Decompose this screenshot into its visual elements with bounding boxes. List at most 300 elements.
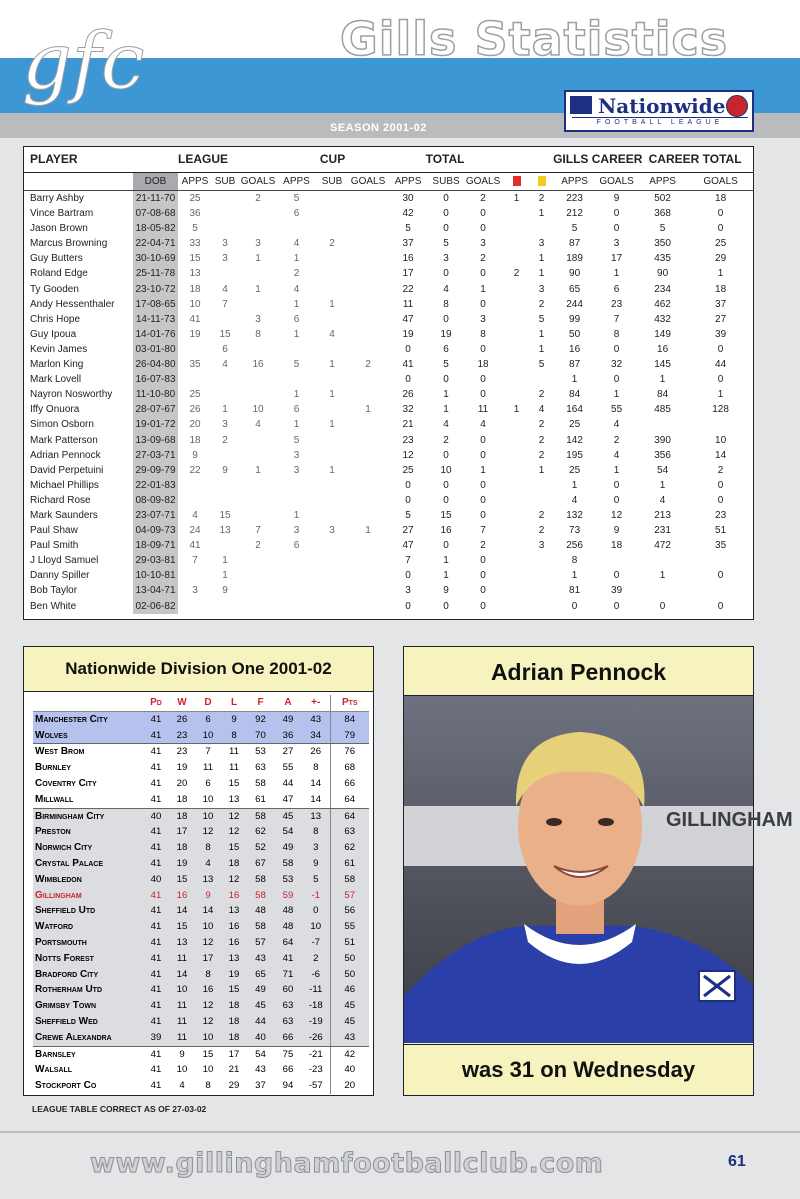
stat-cell: 0 <box>405 343 411 355</box>
team-name: Wimbledon <box>33 872 143 888</box>
league-cell: 50 <box>330 967 369 983</box>
stat-cell: 1 <box>222 570 228 582</box>
stat-cell <box>238 599 278 614</box>
stat-cell: 2 <box>538 193 545 204</box>
sub-header: GOALS <box>238 173 278 191</box>
stat-cell <box>315 538 349 553</box>
league-cell: 8 <box>221 728 247 744</box>
team-name: Crystal Palace <box>33 856 143 872</box>
stat-cell: 20 <box>189 419 201 431</box>
stat-cell: 4 <box>443 283 449 295</box>
league-cell: 19 <box>221 967 247 983</box>
player-stats-row <box>24 221 753 236</box>
league-cell: 8 <box>205 1080 211 1092</box>
stat-cell: 350 <box>654 238 671 250</box>
stat-cell: 0 <box>480 600 486 612</box>
stat-cell: 1 <box>329 389 335 401</box>
stat-cell: 84 <box>657 389 669 401</box>
stat-cell: 7 <box>613 313 620 325</box>
stat-cell: 1 <box>571 479 578 491</box>
league-cell: 43 <box>302 711 330 727</box>
league-cell: 41 <box>150 1064 162 1076</box>
league-cell: 18 <box>221 998 247 1014</box>
stat-cell: 0 <box>480 570 486 582</box>
player-dob: 03-01-80 <box>133 342 178 357</box>
player-stats-row <box>24 583 753 598</box>
stat-cell <box>278 583 315 598</box>
stat-cell: 195 <box>566 449 583 461</box>
stat-cell: 30 <box>402 193 414 204</box>
stat-cell: 50 <box>569 328 581 340</box>
league-cell: 40 <box>143 872 169 888</box>
stat-cell: 0 <box>480 208 486 220</box>
page-title: Gills Statistics <box>340 12 729 66</box>
stat-cell: 0 <box>405 570 411 582</box>
stat-cell: 10 <box>715 434 727 446</box>
nationwide-flag-icon <box>570 96 592 114</box>
league-table-row <box>33 935 369 951</box>
stat-cell: 1 <box>659 570 666 582</box>
stat-cell <box>315 478 349 493</box>
stat-cell: 432 <box>654 313 671 325</box>
stat-cell: 4 <box>443 419 449 431</box>
stat-cell: 7 <box>480 525 486 537</box>
player-stats-row <box>24 538 753 553</box>
league-cell: 23 <box>169 728 195 744</box>
league-col-header: Pd <box>143 695 169 711</box>
league-cell: 84 <box>330 711 369 727</box>
league-cell: 34 <box>302 728 330 744</box>
stat-cell: 213 <box>654 509 671 521</box>
league-cell: 45 <box>330 1014 369 1030</box>
player-stats-row <box>24 342 753 357</box>
player-stats-row <box>24 236 753 251</box>
stat-cell: 3 <box>538 540 545 552</box>
league-col-header: A <box>274 695 302 711</box>
stat-cell <box>503 417 530 432</box>
stat-cell <box>349 191 387 207</box>
team-name: Burnley <box>35 762 72 774</box>
stat-cell <box>212 493 238 508</box>
stat-cell <box>503 206 530 221</box>
stat-cell: 2 <box>538 298 545 310</box>
team-name: Crewe Alexandra <box>33 1030 143 1046</box>
league-cell: 41 <box>143 982 169 998</box>
stat-cell <box>503 312 530 327</box>
player-dob: 19-01-72 <box>133 417 178 432</box>
stat-cell: 37 <box>402 238 414 250</box>
stat-cell: 0 <box>480 374 486 386</box>
player-name: Andy Hessenthaler <box>30 298 115 310</box>
player-stats-row <box>24 251 753 266</box>
league-cell: 4 <box>195 856 221 872</box>
league-cell: 67 <box>247 856 274 872</box>
stat-cell: 1 <box>538 208 545 220</box>
stat-cell: 2 <box>538 419 545 431</box>
stat-cell: 1 <box>255 283 261 295</box>
league-cell: 40 <box>330 1062 369 1078</box>
league-cell: -6 <box>302 967 330 983</box>
league-cell: 19 <box>176 762 188 774</box>
stat-cell: 54 <box>657 464 669 476</box>
stat-cell: 1 <box>329 359 335 371</box>
league-cell: -19 <box>302 1014 330 1030</box>
stat-cell: 10 <box>252 404 264 416</box>
player-dob: 30-10-69 <box>133 251 178 266</box>
league-cell: 10 <box>169 982 195 998</box>
league-cell: 58 <box>274 856 302 872</box>
stat-cell: 19 <box>440 328 452 340</box>
stat-cell: 27 <box>715 313 727 325</box>
stat-cell: 3 <box>538 283 545 295</box>
league-cell: 65 <box>247 967 274 983</box>
stat-cell: 3 <box>192 585 198 597</box>
team-name: Grimsby Town <box>33 998 143 1014</box>
stat-cell <box>178 599 212 614</box>
stat-cell: 51 <box>715 525 727 537</box>
league-table-row <box>33 919 369 935</box>
league-cell: 12 <box>195 998 221 1014</box>
stat-cell <box>503 523 530 538</box>
player-name: Guy Ipoua <box>30 328 77 340</box>
stat-cell <box>349 312 387 327</box>
league-cell: -11 <box>302 982 330 998</box>
stat-cell: 9 <box>192 449 198 461</box>
league-cell: 52 <box>247 840 274 856</box>
stat-cell: 0 <box>480 298 486 310</box>
league-cell: 63 <box>274 998 302 1014</box>
stat-cell: 145 <box>654 359 671 371</box>
stat-cell: 1 <box>480 464 486 476</box>
stat-cell: 5 <box>659 223 666 235</box>
league-cell: 26 <box>169 711 195 727</box>
stat-cell: 39 <box>611 585 623 597</box>
stat-cell: 41 <box>402 359 414 371</box>
league-cell: 2 <box>302 951 330 967</box>
stat-cell: 1 <box>613 464 620 476</box>
league-table-row <box>33 824 369 840</box>
stat-cell <box>349 448 387 463</box>
league-cell: 11 <box>169 998 195 1014</box>
stat-cell: 22 <box>189 464 201 476</box>
stat-cell: 4 <box>659 494 666 506</box>
stat-cell: 0 <box>443 193 449 204</box>
stat-cell: 8 <box>443 298 449 310</box>
league-table-row <box>33 903 369 919</box>
stat-cell: 6 <box>293 540 300 552</box>
league-cell: 15 <box>169 919 195 935</box>
stat-cell: 0 <box>717 570 724 582</box>
league-cell: 66 <box>282 1064 294 1076</box>
league-table-row <box>33 728 369 744</box>
stat-cell: 2 <box>538 434 545 446</box>
league-cell: 29 <box>228 1080 240 1092</box>
team-name: Sheffield Wed <box>33 1014 143 1030</box>
league-cell: 43 <box>255 1064 266 1076</box>
stat-cell: 8 <box>613 328 620 340</box>
player-dob: 14-01-76 <box>133 327 178 342</box>
sub-header: APPS <box>387 173 429 191</box>
stat-cell <box>349 372 387 387</box>
player-dob: 25-11-78 <box>133 266 178 281</box>
player-stats-row <box>24 417 753 432</box>
stat-cell: 81 <box>569 585 581 597</box>
player-stats-row <box>24 523 753 538</box>
team-name: Barnsley <box>35 1048 76 1060</box>
league-cell: 53 <box>274 872 302 888</box>
stat-cell: 5 <box>538 313 545 325</box>
league-cell: 48 <box>247 903 274 919</box>
league-cell: 79 <box>330 728 369 744</box>
stat-cell <box>349 297 387 312</box>
league-table-row <box>33 967 369 983</box>
stat-cell: 35 <box>189 359 201 371</box>
stat-cell: 472 <box>654 540 671 552</box>
stat-cell <box>212 206 238 221</box>
stat-cell: 1 <box>329 298 335 310</box>
league-cell: 51 <box>330 935 369 951</box>
league-cell: 12 <box>221 824 247 840</box>
stat-cell: 5 <box>293 359 300 371</box>
league-cell: 10 <box>202 1064 214 1076</box>
team-name: Notts Forest <box>33 951 143 967</box>
stat-cell: 27 <box>402 525 414 537</box>
stat-cell: 5 <box>192 223 198 235</box>
stat-cell: 15 <box>440 509 452 521</box>
player-dob: 26-04-80 <box>133 357 178 372</box>
player-name: Michael Phillips <box>30 479 99 491</box>
league-cell: 10 <box>195 919 221 935</box>
league-cell: 18 <box>169 840 195 856</box>
league-cell: 15 <box>221 840 247 856</box>
player-dob: 02-06-82 <box>133 599 178 614</box>
stat-cell <box>530 599 553 614</box>
league-cell: -57 <box>308 1080 323 1092</box>
league-cell: 68 <box>330 760 369 776</box>
player-stats-row <box>24 599 753 614</box>
stat-cell <box>530 221 553 236</box>
player-name: Mark Lovell <box>30 374 82 386</box>
stat-cell: 25 <box>569 464 581 476</box>
stat-cell <box>178 342 212 357</box>
league-cell: -26 <box>302 1030 330 1046</box>
player-stats-row <box>24 478 753 493</box>
league-table-row <box>33 951 369 967</box>
stat-cell: 0 <box>405 600 411 612</box>
stat-cell <box>349 583 387 598</box>
stat-cell: 10 <box>440 464 452 476</box>
stat-cell: 25 <box>402 464 414 476</box>
stat-cell: 1 <box>480 283 486 295</box>
stat-cell <box>530 493 553 508</box>
stat-cell <box>212 448 238 463</box>
stat-cell: 4 <box>293 238 300 250</box>
stat-cell: 0 <box>480 434 486 446</box>
stat-cell: 25 <box>569 419 581 431</box>
stat-cell: 0 <box>405 494 411 506</box>
season-label: SEASON 2001-02 <box>330 122 427 134</box>
stat-cell <box>349 553 387 568</box>
stat-cell <box>349 433 387 448</box>
stat-cell: 11 <box>402 298 414 310</box>
stat-cell: 3 <box>293 525 300 537</box>
stat-cell: 39 <box>715 328 727 340</box>
sub-header: GOALS <box>349 173 387 191</box>
sub-header: APPS <box>178 173 212 191</box>
stat-cell: 2 <box>538 509 545 521</box>
league-cell: 41 <box>150 762 162 774</box>
stat-cell: 0 <box>443 268 449 280</box>
stat-cell <box>503 568 530 583</box>
stat-cell: 6 <box>613 283 620 295</box>
league-cell: 41 <box>143 951 169 967</box>
league-cell: 61 <box>330 856 369 872</box>
league-cell: 10 <box>176 1064 188 1076</box>
league-cell: 13 <box>169 935 195 951</box>
league-cell: 50 <box>330 951 369 967</box>
player-dob: 08-09-82 <box>133 493 178 508</box>
stat-cell: 3 <box>480 238 486 250</box>
stat-cell <box>349 206 387 221</box>
stat-cell: 1 <box>293 509 300 521</box>
stat-cell: 0 <box>480 268 486 280</box>
league-cell: 11 <box>169 1030 195 1046</box>
league-cell: 18 <box>221 856 247 872</box>
stat-cell: 18 <box>189 283 201 295</box>
stat-cell: 0 <box>443 449 449 461</box>
league-cell: 36 <box>274 728 302 744</box>
stat-cell <box>530 372 553 387</box>
league-cell: 41 <box>143 903 169 919</box>
league-col-header: D <box>195 695 221 711</box>
stat-cell: 231 <box>654 525 671 537</box>
league-cell: 57 <box>330 888 369 904</box>
stat-cell: 22 <box>402 283 414 295</box>
league-cell: 48 <box>274 919 302 935</box>
league-cell: 18 <box>221 1014 247 1030</box>
stat-cell: 390 <box>654 434 671 446</box>
stat-cell: 8 <box>571 555 578 567</box>
stat-cell: 3 <box>293 464 300 476</box>
sub-header: SUB <box>212 173 238 191</box>
stat-cell: 1 <box>365 404 371 416</box>
stat-cell <box>315 221 349 236</box>
player-name: Roland Edge <box>30 268 88 280</box>
league-cell: 17 <box>169 824 195 840</box>
league-cell: 49 <box>274 711 302 727</box>
stat-cell <box>238 297 278 312</box>
league-cell: 10 <box>195 792 221 808</box>
stat-cell: 244 <box>566 298 583 310</box>
league-col-header: L <box>221 695 247 711</box>
stat-cell <box>315 342 349 357</box>
stat-cell: 8 <box>480 328 486 340</box>
league-cell: 16 <box>221 919 247 935</box>
league-cell: -18 <box>302 998 330 1014</box>
stat-cell: 0 <box>443 479 449 491</box>
sub-header: SUBS <box>429 173 463 191</box>
league-cell: 41 <box>274 951 302 967</box>
league-cell: -1 <box>302 888 330 904</box>
player-stats-row <box>24 266 753 281</box>
stat-cell: 21 <box>402 419 414 431</box>
stat-cell: 2 <box>480 253 486 265</box>
stat-cell: 0 <box>571 600 578 612</box>
stat-cell: 25 <box>189 389 201 401</box>
player-dob: 22-01-83 <box>133 478 178 493</box>
stat-cell: 5 <box>443 238 449 250</box>
league-cell: 45 <box>274 808 302 824</box>
stat-cell: 1 <box>538 464 545 476</box>
stat-cell: 25 <box>715 238 727 250</box>
stat-cell <box>212 266 238 281</box>
team-name: Preston <box>33 824 143 840</box>
stat-cell <box>503 357 530 372</box>
stat-cell: 1 <box>443 570 449 582</box>
stat-cell: 5 <box>405 223 411 235</box>
league-cell: 41 <box>143 792 169 808</box>
stat-cell: 0 <box>613 374 620 386</box>
stat-cell <box>278 553 315 568</box>
league-cell: 54 <box>274 824 302 840</box>
league-cell: 9 <box>302 856 330 872</box>
stat-cell <box>315 508 349 523</box>
stat-cell: 0 <box>480 389 486 401</box>
stat-cell: 0 <box>480 449 486 461</box>
league-cell: 45 <box>247 998 274 1014</box>
player-dob: 23-10-72 <box>133 282 178 297</box>
player-dob: 29-09-79 <box>133 463 178 478</box>
team-name: Norwich City <box>33 840 143 856</box>
stat-cell: 1 <box>613 389 620 401</box>
league-table-row <box>33 1062 369 1078</box>
stat-cell: 5 <box>293 193 300 204</box>
stat-cell: 0 <box>443 208 449 220</box>
stat-cell: 4 <box>538 404 545 416</box>
league-cell: 14 <box>195 903 221 919</box>
stat-cell: 0 <box>480 343 486 355</box>
player-name: Ben White <box>30 600 77 612</box>
league-cell: 15 <box>228 777 240 789</box>
player-name: Simon Osborn <box>30 419 94 431</box>
stat-cell: 18 <box>715 283 727 295</box>
stat-cell <box>503 387 530 402</box>
stat-cell: 2 <box>717 464 724 476</box>
player-stats-table <box>23 146 754 620</box>
stat-cell <box>238 342 278 357</box>
stat-cell: 0 <box>717 494 724 506</box>
player-dob: 21-11-70 <box>133 191 178 207</box>
stat-cell: 42 <box>402 208 414 220</box>
team-name: Bradford City <box>33 967 143 983</box>
stat-cell <box>315 433 349 448</box>
sub-header: SUB <box>315 173 349 191</box>
stat-cell: 3 <box>613 238 620 250</box>
player-dob: 14-11-73 <box>133 312 178 327</box>
player-name: Danny Spiller <box>30 570 90 582</box>
stat-cell <box>349 221 387 236</box>
league-cell: 16 <box>169 888 195 904</box>
stat-cell <box>278 599 315 614</box>
stat-cell: 189 <box>566 253 583 265</box>
stat-cell: 8 <box>255 328 261 340</box>
league-cell: 18 <box>169 792 195 808</box>
player-photo <box>404 696 793 1043</box>
league-cell: 26 <box>310 746 322 758</box>
league-cell: 0 <box>302 903 330 919</box>
team-name: Sheffield Utd <box>33 903 143 919</box>
player-stats-row <box>24 282 753 297</box>
